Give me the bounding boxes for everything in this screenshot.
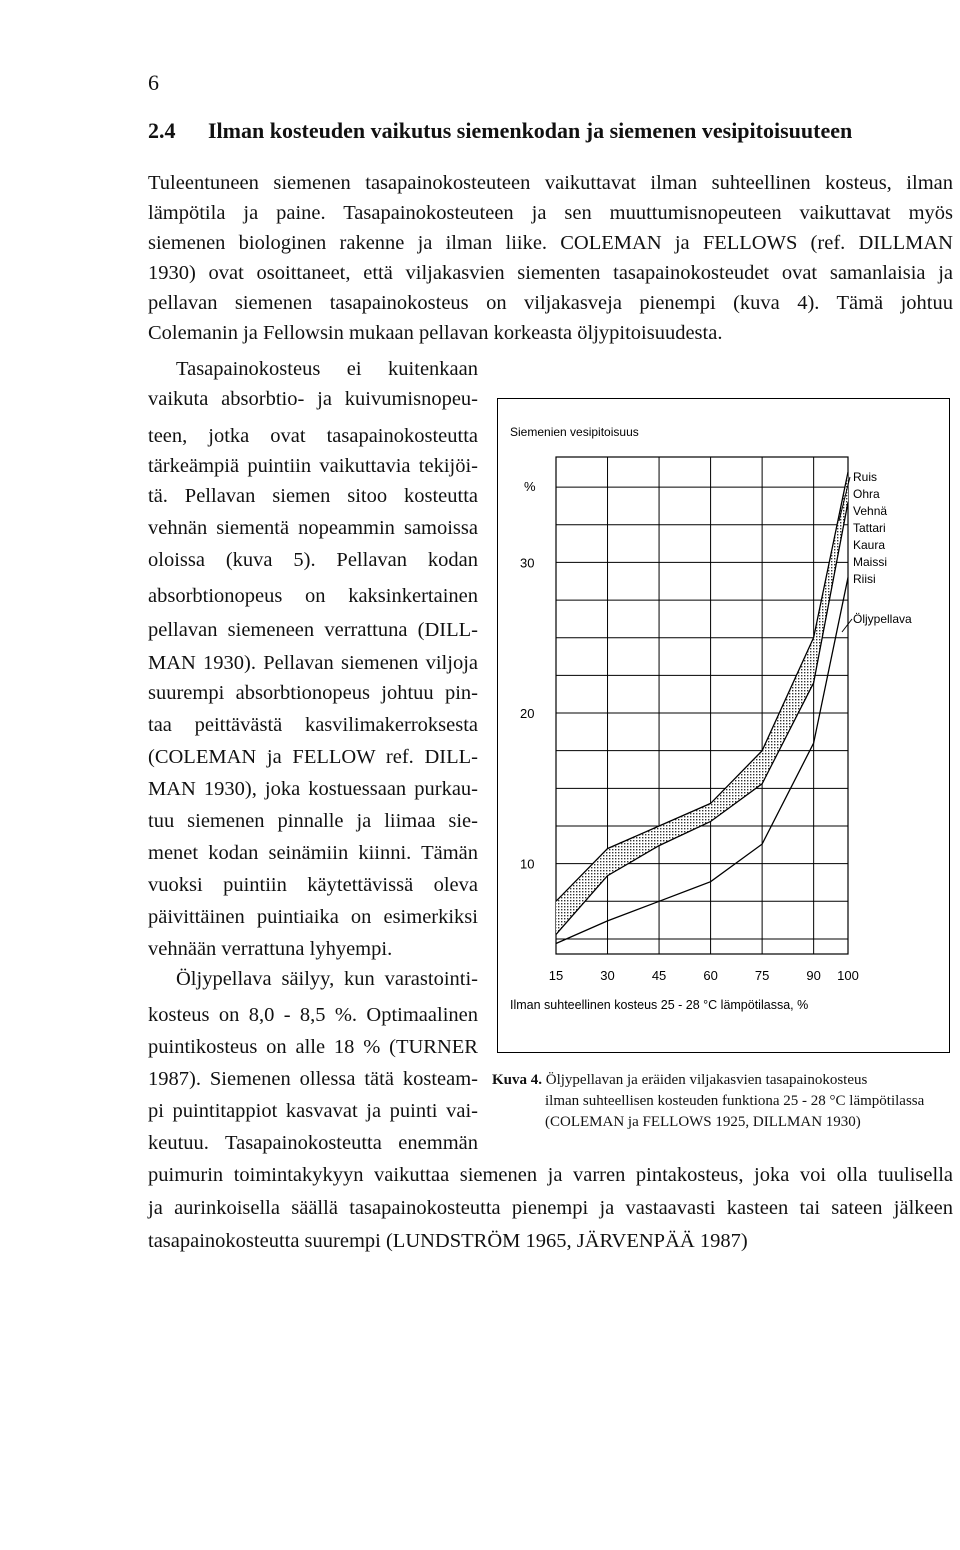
legend-label: Ohra <box>853 487 880 501</box>
legend-label: Kaura <box>853 538 886 552</box>
y-tick-label: 20 <box>520 706 535 722</box>
paragraph-line: tärkeämpiä puintiin vaikuttavia tekijöi- <box>148 455 478 477</box>
x-tick-label: 30 <box>600 968 615 983</box>
paragraph-line: menet kodan seinämiin kiinni. Tämän <box>148 842 478 864</box>
paragraph-line: vaikuta absorbtio- ja kuivumisnopeu- <box>148 388 478 410</box>
figure-caption-line2: ilman suhteellisen kosteuden funktiona 25 - 28 °C lämpötilassa <box>545 1093 925 1109</box>
section-heading <box>148 118 852 144</box>
paragraph-line: 1930) ovat osoittaneet, että viljakasvien siementen tasapainokosteudet ovat samanlaisia ja <box>148 262 953 284</box>
caption-label: Kuva 4. <box>492 1072 543 1088</box>
paragraph-line: ja aurinkoisella säällä tasapainokosteutta pienempi ja vastaavasti kasteen tai sateen jälkeen <box>148 1197 953 1219</box>
paragraph-line: Colemanin ja Fellowsin mukaan pellavan korkeasta öljypitoisuudesta. <box>148 322 723 344</box>
figure-caption-line3: (COLEMAN ja FELLOWS 1925, DILLMAN 1930) <box>545 1114 861 1130</box>
paragraph-line: taa peittävästä kasvilimakerroksesta <box>148 714 478 736</box>
paragraph-line: keutuu. Tasapainokosteutta enemmän <box>148 1132 478 1154</box>
legend-label: Ruis <box>853 470 878 484</box>
caption-text: Öljypellavan ja eräiden viljakasvien tasapainokosteus <box>545 1072 868 1088</box>
paragraph-line: kosteus on 8,0 - 8,5 %. Optimaalinen <box>148 1004 478 1026</box>
paragraph-line: tasapainokosteutta suurempi (LUNDSTRÖM 1965, JÄRVENPÄÄ 1987) <box>148 1230 748 1252</box>
x-tick-label: 45 <box>651 968 667 983</box>
y-axis-unit: % <box>524 479 536 494</box>
x-tick-label: 60 <box>703 968 718 983</box>
paragraph-line: teen, jotka ovat tasapainokosteutta <box>148 425 478 447</box>
paragraph-line: Öljypellava säilyy, kun varastointi- <box>176 968 478 990</box>
legend-label: Riisi <box>853 572 876 586</box>
x-tick-label: 15 <box>548 968 564 983</box>
paragraph-line: puintikosteus on alle 18 % (TURNER <box>148 1036 478 1058</box>
paragraph-line: pellavan siemeneen verrattuna (DILL- <box>148 619 478 641</box>
paragraph-line: vuoksi puintiin käytettävissä oleva <box>148 874 478 896</box>
section-title: Ilman kosteuden vaikutus siemenkodan ja siemenen vesipitoisuuteen <box>208 118 853 143</box>
legend-label: Maissi <box>853 555 888 569</box>
x-axis-title: Ilman suhteellinen kosteus 25 - 28 °C lämpötilassa, % <box>510 998 809 1012</box>
paragraph-line: pellavan siemenen tasapainokosteus on viljakasveja pienempi (kuva 4). Tämä johtuu <box>148 292 953 314</box>
paragraph-line: tä. Pellavan siemen sitoo kosteutta <box>148 485 478 507</box>
paragraph-line: lämpötila ja paine. Tasapainokosteuteen ja sen muuttumisnopeuteen vaikuttavat myös <box>148 202 953 224</box>
paragraph-line: MAN 1930), joka kostuessaan purkau- <box>148 778 478 800</box>
legend-pointer <box>842 619 852 632</box>
page-number: 6 <box>148 70 159 95</box>
section-number: 2.4 <box>148 118 176 143</box>
paragraph-line: Tasapainokosteus ei kuitenkaan <box>176 358 478 380</box>
equilibrium-moisture-chart <box>498 399 951 1054</box>
paragraph-line: pi puintitappiot kasvavat ja puinti vai- <box>148 1100 478 1122</box>
y-tick-label: 10 <box>520 856 535 872</box>
series-line-2 <box>556 578 848 944</box>
legend-label: Vehnä <box>853 504 888 518</box>
paragraph-line: MAN 1930). Pellavan siemenen viljoja <box>148 652 478 674</box>
paragraph-line: tuu siemenen pinnalle ja liimaa sie- <box>148 810 478 832</box>
y-axis-title: Siemenien vesipitoisuus <box>510 425 639 439</box>
paragraph-line: päivittäinen puintiaika on esimerkiksi <box>148 906 478 928</box>
figure-caption-line1 <box>492 1072 867 1089</box>
paragraph-line: 1987). Siemenen ollessa tätä kosteam- <box>148 1068 478 1090</box>
y-tick-label: 30 <box>520 555 535 571</box>
paragraph-line: suurempi absorbtionopeus johtuu pin- <box>148 682 478 704</box>
legend-label: Öljypellava <box>853 612 912 626</box>
legend-label: Tattari <box>853 521 886 535</box>
paragraph-line: siemenen biologinen rakenne ja ilman liike. COLEMAN ja FELLOWS (ref. DILLMAN <box>148 232 953 254</box>
paragraph-line: vehnään verrattuna lyhyempi. <box>148 938 393 960</box>
paragraph-line: absorbtionopeus on kaksinkertainen <box>148 585 478 607</box>
paragraph-line: puimurin toimintakykyyn vaikuttaa siemenen ja varren pintakosteus, joka voi olla tuulisella <box>148 1164 953 1186</box>
x-tick-label: 100 <box>837 968 859 983</box>
figure-box <box>497 398 950 1053</box>
paragraph-line: (COLEMAN ja FELLOW ref. DILL- <box>148 746 478 768</box>
cereal-band <box>556 472 848 934</box>
x-tick-label: 90 <box>806 968 821 983</box>
paragraph-line: vehnän siementä nopeammin samoissa <box>148 517 478 539</box>
paragraph-line: Tuleentuneen siemenen tasapainokosteuteen vaikuttavat ilman suhteellinen kosteus, ilman <box>148 172 953 194</box>
paragraph-line: oloissa (kuva 5). Pellavan kodan <box>148 549 478 571</box>
x-tick-label: 75 <box>754 968 770 983</box>
